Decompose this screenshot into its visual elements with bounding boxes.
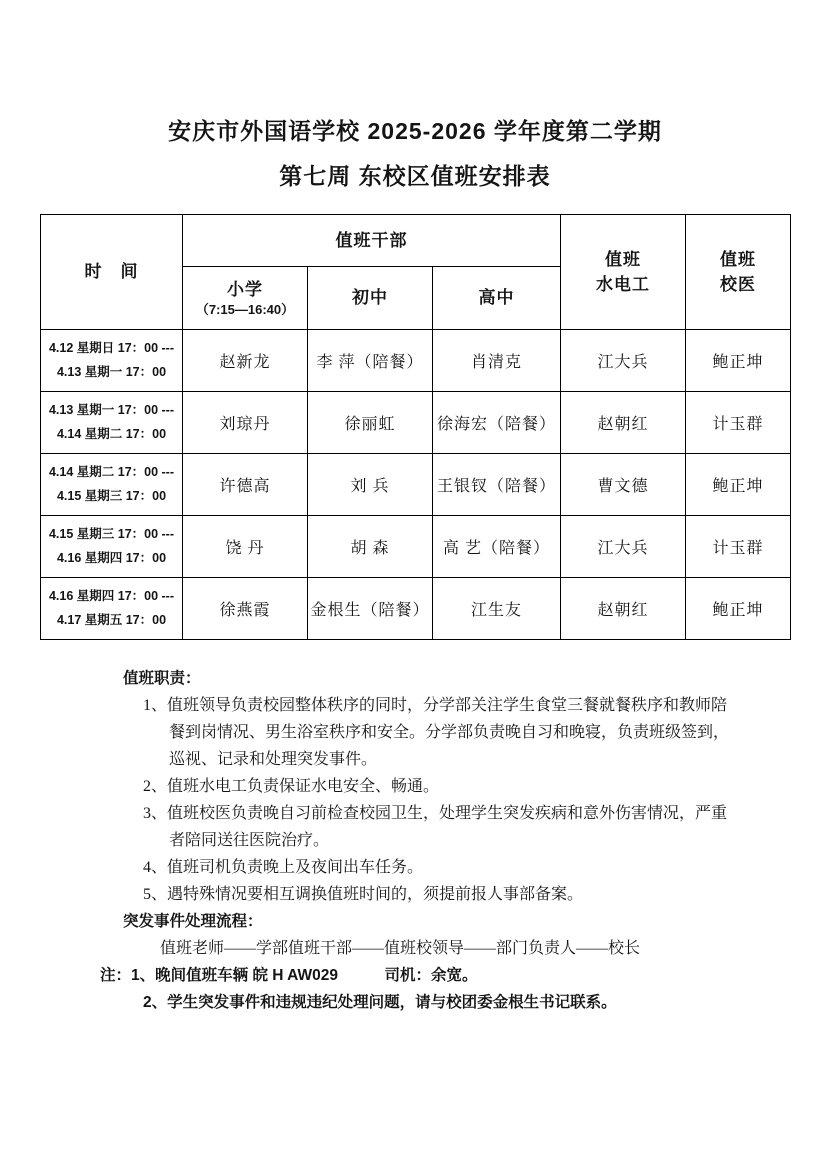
duty-item-4: 4、值班司机负责晚上及夜间出车任务。 [143, 859, 424, 877]
duty-schedule-table [40, 214, 791, 640]
table-row [41, 516, 791, 578]
junior-header: 初中 [308, 267, 433, 330]
junior-duty-cell: 李 萍（陪餐） [308, 330, 433, 392]
senior-duty-cell: 江生友 [433, 578, 561, 640]
doctor-header-line1: 值班 [720, 249, 757, 269]
remarks-block [100, 962, 740, 1016]
doctor-cell: 计玉群 [686, 392, 791, 454]
time-line2: 4.14 星期二 17：00 [56, 426, 167, 441]
electrician-cell: 赵朝红 [561, 392, 686, 454]
table-row [41, 578, 791, 640]
primary-header [183, 267, 308, 330]
primary-header-hours: （7:15—16:40） [195, 302, 295, 318]
emergency-heading: 突发事件处理流程： [123, 913, 263, 931]
duty-item-5: 5、遇特殊情况要相互调换值班时间的，须提前报人事部备案。 [143, 886, 584, 904]
doctor-cell: 鲍正坤 [686, 330, 791, 392]
time-line2: 4.17 星期五 17：00 [56, 612, 167, 627]
time-cell [41, 392, 183, 454]
duty-item-3: 3、值班校医负责晚自习前检查校园卫生，处理学生突发疾病和意外伤害情况，严重者陪同送往医院治疗。 [143, 805, 728, 850]
emergency-flow: 值班老师——学部值班干部——值班校领导——部门负责人——校长 [160, 940, 641, 958]
remark-2-text: 2、学生突发事件和违规违纪处理问题，请与校团委金根生书记联系。 [143, 994, 617, 1012]
remark-row-1 [100, 962, 740, 989]
junior-duty-cell: 徐丽虹 [308, 392, 433, 454]
time-line1: 4.13 星期一 17：00 --- [48, 402, 175, 417]
document-title-line1: 安庆市外国语学校 2025-2026 学年度第二学期 [168, 118, 662, 144]
notes-section [100, 665, 740, 1016]
time-line1: 4.15 星期三 17：00 --- [48, 526, 175, 541]
primary-duty-cell: 徐燕霞 [183, 578, 308, 640]
senior-header: 高中 [433, 267, 561, 330]
time-line1: 4.12 星期日 17：00 --- [48, 340, 175, 355]
remark-label: 注： [100, 967, 132, 985]
doctor-cell: 鲍正坤 [686, 578, 791, 640]
table-row [41, 454, 791, 516]
electrician-header-line2: 水电工 [596, 275, 651, 295]
senior-duty-cell: 高 艺（陪餐） [433, 516, 561, 578]
time-cell [41, 516, 183, 578]
junior-duty-cell: 刘 兵 [308, 454, 433, 516]
time-cell [41, 578, 183, 640]
remark-1-text: 1、晚间值班车辆 皖 H AW029 司机：余宽。 [131, 967, 478, 985]
duty-item-1: 1、值班领导负责校园整体秩序的同时，分学部关注学生食堂三餐就餐秩序和教师陪餐到岗情况、男生浴室秩序和安全。分学部负责晚自习和晚寝，负责班级签到，巡视、记录和处理突发事件。 [143, 697, 730, 769]
time-cell [41, 330, 183, 392]
time-line1: 4.16 星期四 17：00 --- [48, 588, 175, 603]
time-line2: 4.15 星期三 17：00 [56, 488, 167, 503]
document-title-line2: 第七周 东校区值班安排表 [279, 162, 551, 189]
time-line1: 4.14 星期二 17：00 --- [48, 464, 175, 479]
doctor-cell: 计玉群 [686, 516, 791, 578]
junior-duty-cell: 金根生（陪餐） [308, 578, 433, 640]
senior-duty-cell: 王银钗（陪餐） [433, 454, 561, 516]
doctor-header-line2: 校医 [720, 275, 757, 295]
cadre-group-header: 值班干部 [183, 215, 561, 267]
senior-duty-cell: 肖清克 [433, 330, 561, 392]
electrician-cell: 江大兵 [561, 330, 686, 392]
primary-duty-cell: 赵新龙 [183, 330, 308, 392]
time-line2: 4.13 星期一 17：00 [56, 364, 167, 379]
primary-header-title: 小学 [227, 279, 263, 299]
electrician-cell: 赵朝红 [561, 578, 686, 640]
time-header: 时 间 [41, 215, 183, 330]
table-row [41, 392, 791, 454]
time-cell [41, 454, 183, 516]
senior-duty-cell: 徐海宏（陪餐） [433, 392, 561, 454]
primary-duty-cell: 许德高 [183, 454, 308, 516]
table-row [41, 330, 791, 392]
electrician-cell: 曹文德 [561, 454, 686, 516]
doctor-cell: 鲍正坤 [686, 454, 791, 516]
primary-duty-cell: 饶 丹 [183, 516, 308, 578]
duties-heading: 值班职责： [123, 670, 201, 688]
doctor-header [686, 215, 791, 330]
electrician-header [561, 215, 686, 330]
primary-duty-cell: 刘琼丹 [183, 392, 308, 454]
junior-duty-cell: 胡 森 [308, 516, 433, 578]
electrician-header-line1: 值班 [605, 249, 642, 269]
duty-item-2: 2、值班水电工负责保证水电安全、畅通。 [143, 778, 440, 796]
time-line2: 4.16 星期四 17：00 [56, 550, 167, 565]
electrician-cell: 江大兵 [561, 516, 686, 578]
